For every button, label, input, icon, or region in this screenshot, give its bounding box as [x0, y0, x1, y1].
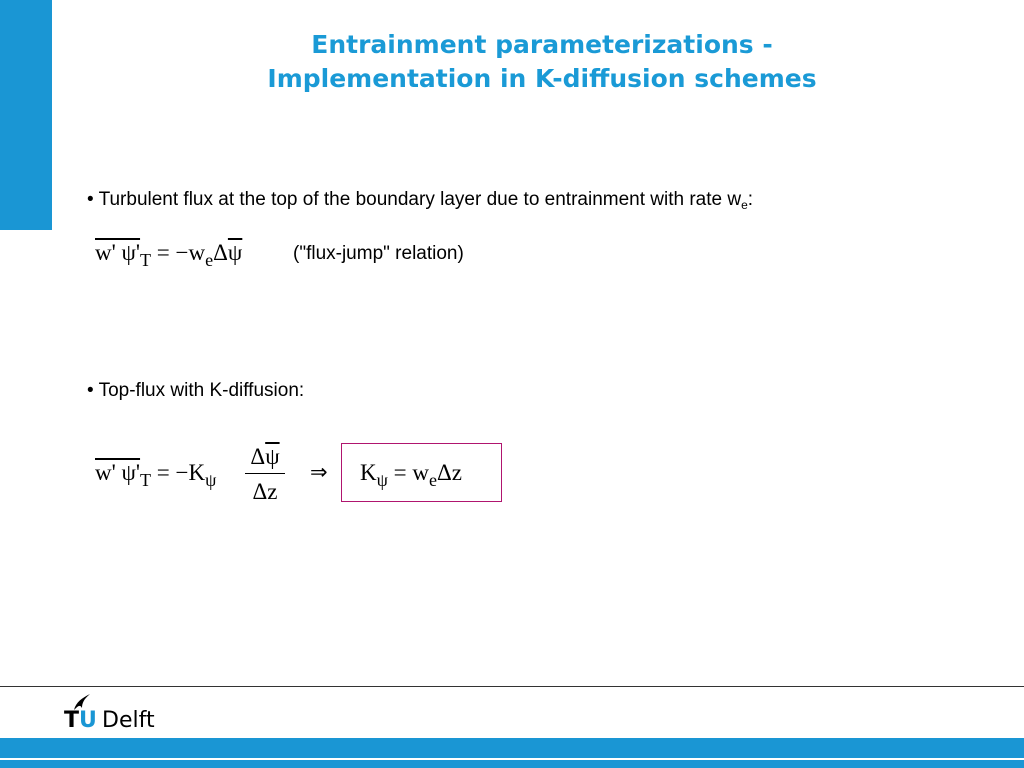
bullet-turbulent-flux	[87, 188, 753, 217]
result-lhs-sub: ψ	[376, 470, 388, 490]
eq1-rhs: = −w	[151, 240, 206, 265]
result-rhs: = w	[387, 460, 429, 485]
result-lhs: K	[360, 460, 377, 485]
bullet-text: • Turbulent flux at the top of the boundary layer due to entrainment with rate w	[87, 189, 742, 210]
equation-flux-jump	[95, 240, 243, 270]
fraction-denominator: Δz	[252, 479, 278, 504]
eq1-rhs-sub: e	[205, 250, 214, 270]
implies-arrow: ⇒	[310, 460, 328, 484]
eq1-psi: $\overline{\psi}$	[227, 240, 243, 265]
slide-title-line2: Implementation in K-diffusion schemes	[267, 64, 817, 93]
logo-delft: Delft	[102, 708, 155, 733]
result-equation	[360, 460, 462, 490]
eq1-flux-sub: T	[140, 250, 152, 270]
flux-jump-note: ("flux-jump" relation)	[293, 243, 464, 264]
fraction-dpsi-dz	[245, 443, 285, 506]
logo-t: T	[64, 708, 80, 733]
eq2-flux-sub: T	[140, 470, 152, 490]
result-rhs-sub: e	[429, 470, 437, 490]
fraction-bar	[245, 473, 285, 474]
footer-bar	[0, 738, 1024, 758]
eq1-delta: Δ	[213, 240, 228, 265]
eq1-flux: w' ψ'	[95, 240, 141, 265]
eq2-rhs: = −K	[151, 460, 206, 485]
tudelft-logo	[62, 690, 182, 734]
logo-u: U	[79, 708, 97, 733]
footer-bar-bottom	[0, 760, 1024, 768]
eq2-flux: w' ψ'	[95, 460, 141, 485]
slide-title-line1: Entrainment parameterizations -	[311, 30, 773, 59]
bullet-suffix: :	[747, 189, 754, 210]
footer-divider	[0, 686, 1024, 687]
logo-tu	[64, 708, 97, 733]
frac-num-delta: Δ	[250, 444, 266, 469]
equation-k-diffusion	[95, 460, 217, 490]
result-rhs-tail: Δz	[437, 460, 462, 485]
bullet-subscript: e	[741, 198, 748, 212]
bullet-top-flux: • Top-flux with K-diffusion:	[87, 380, 305, 401]
frac-num-psi: $\overline{\psi}$	[265, 444, 280, 469]
eq2-rhs-sub: ψ	[205, 470, 217, 490]
fraction-numerator	[245, 443, 285, 471]
